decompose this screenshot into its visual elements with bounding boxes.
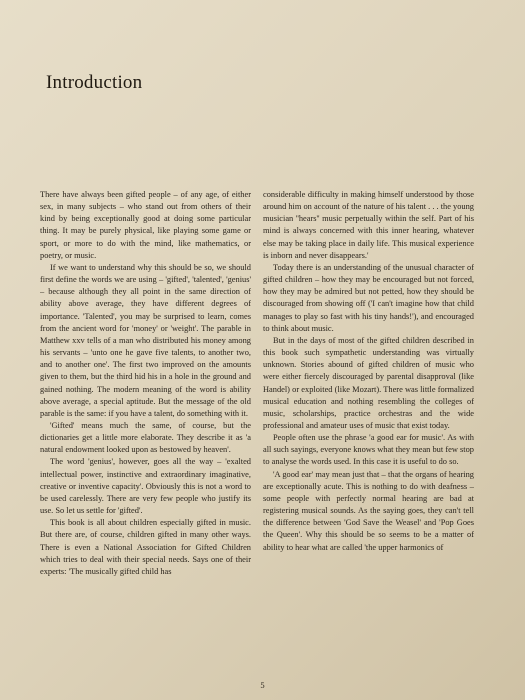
paragraph: There have always been gifted people – of any age, of either sex, in many subjects – who stand out from others of their kind by being exceptionally good at doing some particular thing. It may be purely physical, like playing some game or sport, or more to do with the mind, like mathematics, or poetry, or music. (40, 190, 251, 260)
page-number: 5 (260, 680, 265, 690)
page-title: Introduction (46, 72, 143, 93)
paragraph: People often use the phrase 'a good ear for music'. As with all such sayings, everyone knows what they mean but few stop to analyse the words used. In this case it is useful to do so. (263, 433, 474, 467)
paragraph: This book is all about children especially gifted in music. But there are, of course, children gifted in many other ways. There is even a National Association for Gifted Children which tries to deal with their special needs. Says one of their experts: 'The musically gifted child has (40, 518, 251, 576)
right-text-column (263, 189, 474, 677)
paragraph: But in the days of most of the gifted children described in this book such sympathetic understanding was virtually unknown. Stories abound of gifted children of music who were either fiercely discouraged by parental disapproval (like Handel) or exploited (like Mozart). There was little formalized musical education and nothing resembling the colleges of music, scholarships, practice orchestras and the wide professional and amateur uses of music that exist today. (263, 335, 474, 430)
paragraph: The word 'genius', however, goes all the way – 'exalted intellectual power, instinctive and extraordinary imaginative, creative or inventive capacity'. Obviously this is not a word to be used carelessly. There are very few people who justify its use. So let us settle for 'gifted'. (40, 457, 251, 516)
paragraph: Today there is an understanding of the unusual character of gifted children – how they may be encouraged but not forced, how they may be admired but not petted, how they should be discouraged from showing off ('I can't imagine how that child manages to play so fast with his tiny hands!'), and encouraged to think about music. (263, 262, 474, 333)
paragraph: 'Gifted' means much the same, of course, but the dictionaries get a little more elaborate. They describe it as 'a natural endowment looked upon as bestowed by heaven'. (40, 420, 251, 455)
paragraph: considerable difficulty in making himself understood by those around him on account of the nature of his talent . . . the young musician ''hears'' music perpetually within the self. Part of his mind is always concerned with this inner hearing, whatever else may be taking place in daily life. This musical experience is inborn and never disappears.' (263, 190, 474, 260)
paragraph: If we want to understand why this should be so, we should first define the words we are using – 'gifted', 'talented', 'genius' – because although they all point in the same direction of ability above average, they have different degrees of importance. 'Talented', you may be surprised to learn, comes from the ancient word for 'money' or 'weight'. The parable in Matthew xxv tells of a man who distributed his money among his servants – 'unto one he gave five talents, to another two, and to another one'. The first two improved on the amounts given to them, but the third hid his in a hole in the ground and gained nothing. The modern meaning of the word is ability above average, a special aptitude. But the message of the old parable is the same: if you have a talent, do something with it. (40, 262, 251, 418)
left-text-column (40, 189, 251, 677)
paragraph: 'A good ear' may mean just that – that the organs of hearing are exceptionally acute. This is nothing to do with deafness – some people with perfectly normal hearing are bad at registering musical sounds. As the saying goes, they can't tell the difference between 'God Save the Weasel' and 'Pop Goes the Queen'. Why this should be so seems to be a matter of ability to hear what are called 'the upper harmonics of (263, 469, 474, 552)
